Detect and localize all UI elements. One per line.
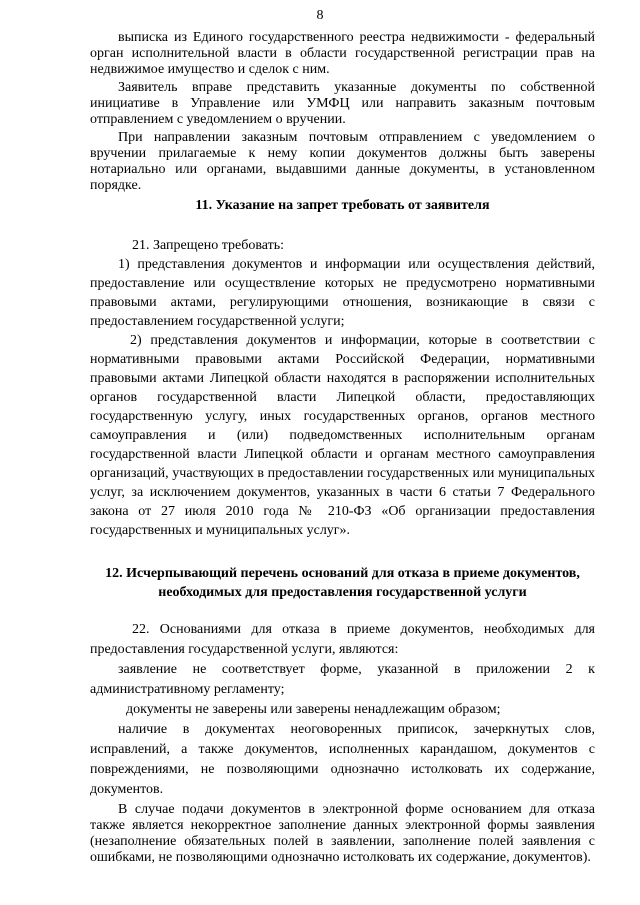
paragraph-22-item-certification: документы не заверены или заверены ненадлежащим образом; xyxy=(126,702,501,717)
section-11-heading: 11. Указание на запрет требовать от заявителя xyxy=(195,198,490,213)
paragraph-applicant-right: Заявитель вправе представить указанные документы по собственной инициативе в Управление или УМФЦ или направить заказным почтовым отправлением с уведомлением о вручении. xyxy=(90,80,595,127)
paragraph-21-intro: 21. Запрещено требовать: xyxy=(132,238,285,253)
document-body xyxy=(90,30,595,868)
paragraph-21-item-2: 2) представления документов и информации, которые в соответствии с нормативными правовыми актами Российской Федерации, нормативными правовыми актами Липецкой области находятся в распоряжении исполнительных органов государственной власти Липецкой области, предоставляющих государственную услугу, иных государственных органов, органов местного самоуправления и (или) подведомственных исполнительным органам государственной власти Липецкой области и органам местного самоуправления организаций, участвующих в предоставлении государственных или муниципальных услуг, за исключением документов, указанных в части 6 статьи 7 Федерального закона от 27 июля 2010 года № 210-ФЗ «Об организации предоставления государственных и муниципальных услуг». xyxy=(90,333,595,538)
paragraph-22-electronic: В случае подачи документов в электронной форме основанием для отказа также является некорректное заполнение данных электронной формы заявления (незаполнение обязательных полей в заявлении, заполнение полей заявления с ошибками, не позволяющими однозначно истолковать их содержание, документов). xyxy=(90,802,595,865)
paragraph-21-item-1: 1) представления документов и информации или осуществления действий, предоставление или осуществление которых не предусмотрено нормативными правовыми актами, регулирующими отношения, возникающие в связи с предоставлением государственной услуги; xyxy=(90,257,595,329)
paragraph-egrn: выписка из Единого государственного реестра недвижимости - федеральный орган исполнительной власти в области государственной регистрации прав на недвижимое имущество и сделок с ним. xyxy=(90,30,595,77)
paragraph-postal-copies: При направлении заказным почтовым отправлением с уведомлением о вручении прилагаемые к нему копии документов должны быть заверены нотариально или органами, выдавшими данные документы, в установленном порядке. xyxy=(90,130,595,193)
paragraph-22-item-form: заявление не соответствует форме, указанной в приложении 2 к административному регламенту; xyxy=(90,662,595,697)
page-number: 8 xyxy=(316,8,324,23)
paragraph-22-item-corrections: наличие в документах неоговоренных приписок, зачеркнутых слов, исправлений, а также документов, исполненных карандашом, документов с повреждениями, не позволяющими однозначно истолковать их содержание, документов. xyxy=(90,722,595,797)
paragraph-22-intro: 22. Основаниями для отказа в приеме документов, необходимых для предоставления государственной услуги, являются: xyxy=(90,622,595,657)
section-12-heading: 12. Исчерпывающий перечень оснований для отказа в приеме документов, необходимых для предоставления государственной услуги xyxy=(105,566,580,600)
